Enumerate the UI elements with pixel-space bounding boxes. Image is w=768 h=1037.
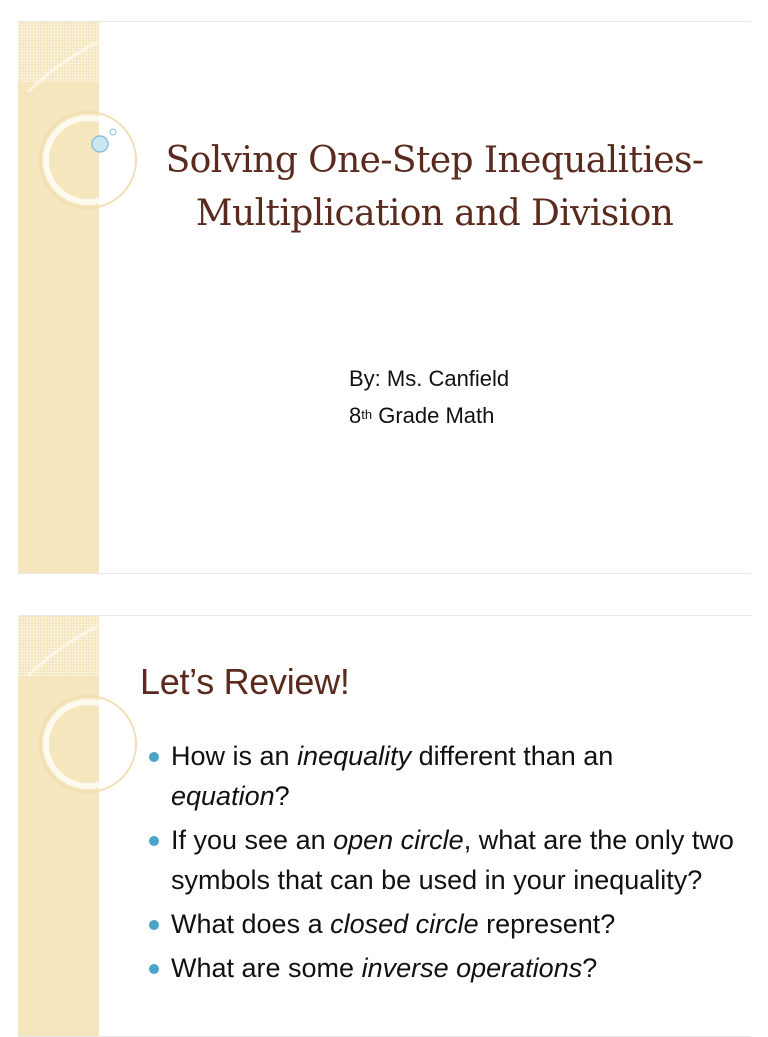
author-name: By: Ms. Canfield (349, 366, 510, 391)
bullet-dot-icon (149, 920, 159, 930)
bullet-text: , what are the only two symbols that can be used in your inequality? (171, 825, 734, 895)
bullet-text: What are some (171, 953, 362, 983)
title-slide (18, 21, 751, 574)
bullet-dot-icon (149, 752, 159, 762)
bullet-emphasis-text: inequality (297, 741, 412, 771)
bullet-list (149, 736, 739, 992)
bullet-text: What does a (171, 909, 331, 939)
bullet-emphasis-text: equation (171, 781, 275, 811)
bullet-dot-icon (149, 964, 159, 974)
bullet-emphasis-text: closed circle (330, 909, 479, 939)
bullet-item (149, 820, 739, 900)
review-slide (18, 615, 751, 1037)
bullet-text: represent? (478, 909, 616, 939)
bullet-item (149, 736, 739, 816)
bullet-emphasis-text: open circle (333, 825, 464, 855)
title-line-1: Solving One-Step Inequalities- (165, 140, 704, 181)
swirl-decoration-icon (18, 616, 158, 816)
title-line-2: Multiplication and Division (195, 193, 674, 234)
bullet-item (149, 948, 739, 988)
bullet-dot-icon (149, 836, 159, 846)
bullet-text: ? (274, 781, 290, 811)
grade-label: 8th Grade Math (349, 403, 495, 428)
bullet-text: different than an (411, 741, 614, 771)
author-block (349, 360, 509, 434)
bullet-text: How is an (171, 741, 298, 771)
bullet-text: ? (582, 953, 598, 983)
bullet-emphasis-text: inverse operations (361, 953, 583, 983)
bullet-text: If you see an (171, 825, 334, 855)
bullet-item (149, 904, 739, 944)
slide-title: Let’s Review! (140, 661, 350, 702)
slide-title (118, 134, 751, 240)
